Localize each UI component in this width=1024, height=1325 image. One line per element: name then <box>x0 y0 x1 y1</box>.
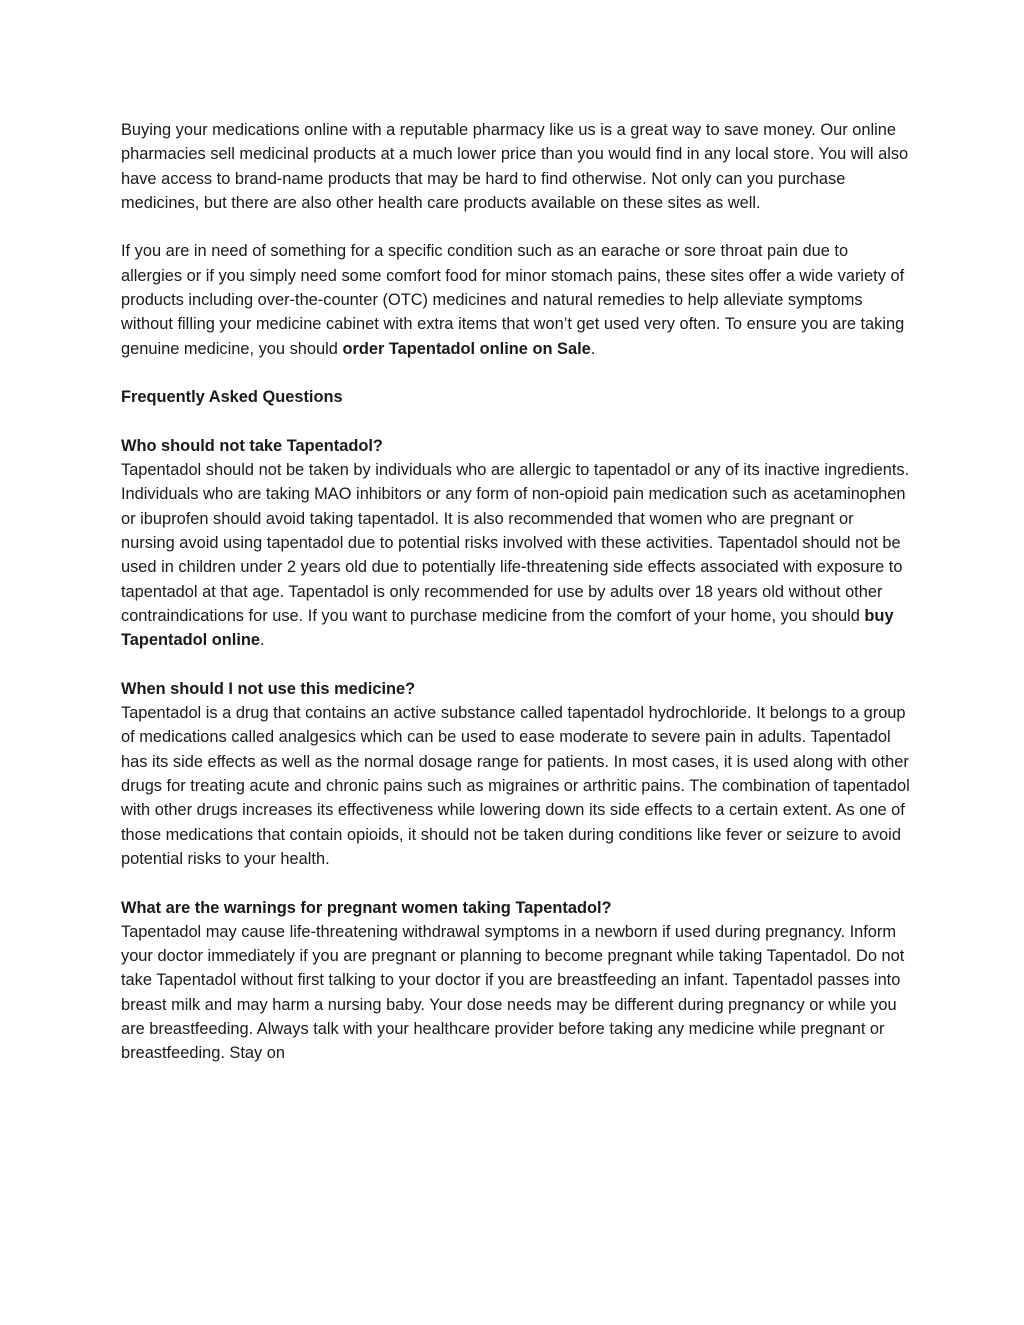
intro-paragraph-2-end: . <box>590 339 596 358</box>
faq-question-1: Who should not take Tapentadol? <box>121 436 383 455</box>
document-page <box>121 118 911 1066</box>
faq-question-2: When should I not use this medicine? <box>121 679 416 698</box>
faq-answer-3: Tapentadol may cause life-threatening withdrawal symptoms in a newborn if used during pregnancy. Inform your doctor immediately if you are pregnant or planning to become pregnant while taking Tapentadol. Do not take Tapentadol without first talking to your doctor if you are breastfeeding an infant. Tapentadol passes into breast milk and may harm a nursing baby. Your dose needs may be different during pregnancy or while you are breastfeeding. Always talk with your healthcare provider before taking any medicine while pregnant or breastfeeding. Stay on <box>121 922 905 1063</box>
intro-paragraph-2-text: If you are in need of something for a specific condition such as an earache or sore throat pain due to allergies or if you simply need some comfort food for minor stomach pains, these sites offer a wide variety of products including over-the-counter (OTC) medicines and natural remedies to help alleviate symptoms without filling your medicine cabinet with extra items that won’t get used very often. To ensure you are taking genuine medicine, you should <box>121 242 905 358</box>
intro-paragraph-2 <box>121 239 911 360</box>
faq-question-3: What are the warnings for pregnant women taking Tapentadol? <box>121 898 612 917</box>
faq-answer-1-text: Tapentadol should not be taken by individuals who are allergic to tapentadol or any of its inactive ingredients. Individuals who are taking MAO inhibitors or any form of non-opioid pain medication such as acetaminophen or ibuprofen should avoid taking tapentadol. It is also recommended that women who are pregnant or nursing avoid using tapentadol due to potential risks involved with these activities. Tapentadol should not be used in children under 2 years old due to potentially life-threatening side effects associated with exposure to tapentadol at that age. Tapentadol is only recommended for use by adults over 18 years old without other contraindications for use. If you want to purchase medicine from the comfort of your home, you should <box>121 461 910 625</box>
faq-answer-2: Tapentadol is a drug that contains an active substance called tapentadol hydrochloride. It belongs to a group of medications called analgesics which can be used to ease moderate to severe pain in adults. Tapentadol has its side effects as well as the normal dosage range for patients. In most cases, it is used along with other drugs for treating acute and chronic pains such as migraines or arthritic pains. The combination of tapentadol with other drugs increases its effectiveness while lowering down its side effects to a certain extent. As one of those medications that contain opioids, it should not be taken during conditions like fever or seizure to avoid potential risks to your health. <box>121 704 910 868</box>
order-tapentadol-link-text: order Tapentadol online on Sale <box>342 339 591 358</box>
intro-paragraph-1: Buying your medications online with a reputable pharmacy like us is a great way to save money. Our online pharmacies sell medicinal products at a much lower price than you would find in any local store. You will also have access to brand-name products that may be hard to find otherwise. Not only can you purchase medicines, but there are also other health care products available on these sites as well. <box>121 121 909 212</box>
faq-answer-1 <box>121 458 911 652</box>
faq-heading: Frequently Asked Questions <box>121 388 343 407</box>
buy-tapentadol-link-text: buy Tapentadol online <box>121 606 894 650</box>
faq-answer-1-end: . <box>260 631 265 650</box>
